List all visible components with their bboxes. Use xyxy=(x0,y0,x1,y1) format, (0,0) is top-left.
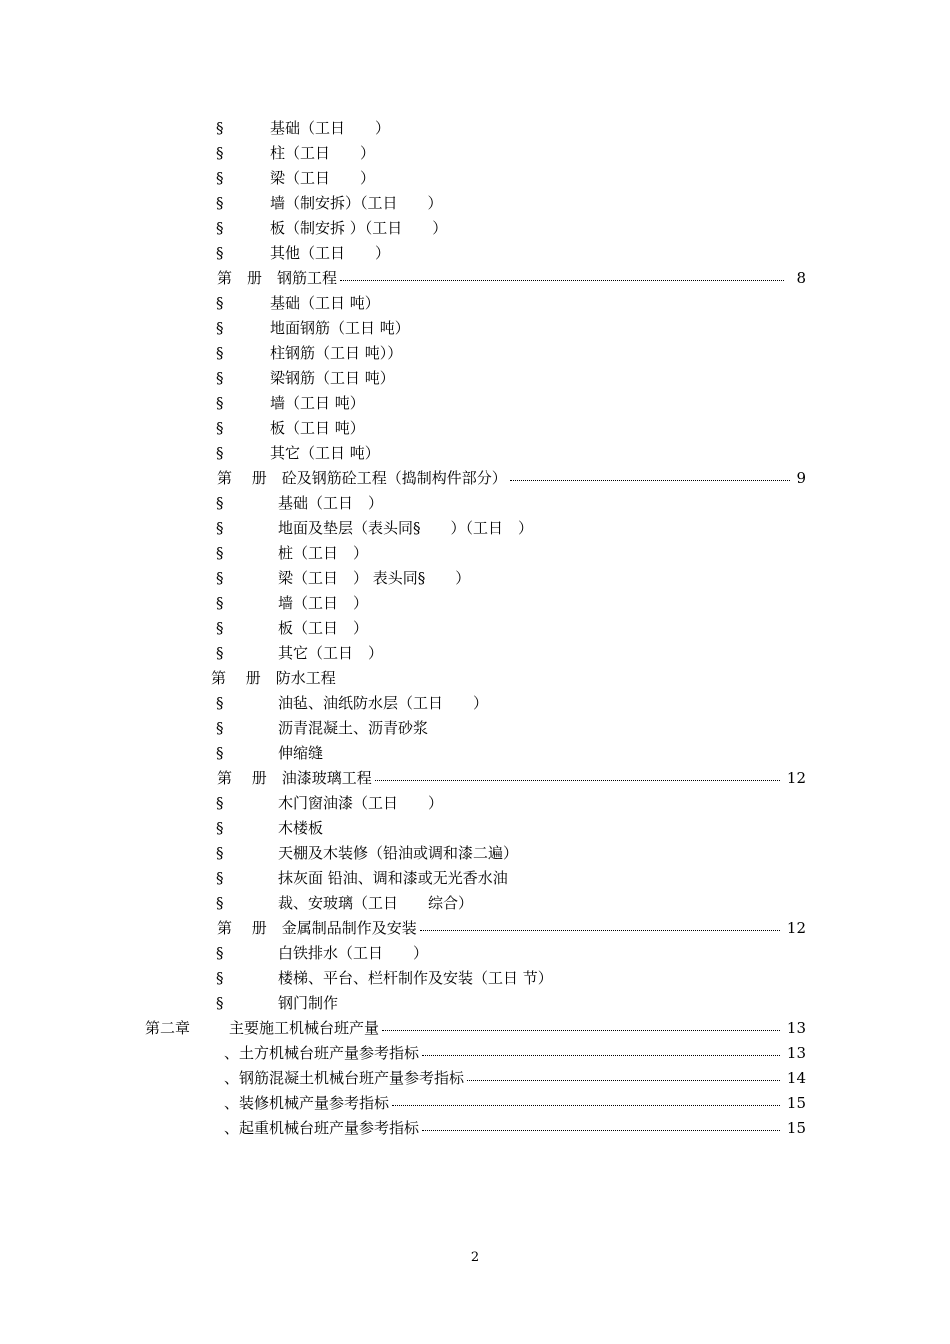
section-marker: § xyxy=(216,444,224,462)
section-marker: § xyxy=(216,894,224,912)
chapter-title: 主要施工机械台班产量 xyxy=(229,1019,380,1037)
toc-entry: 基础（工日 ） xyxy=(270,119,391,137)
toc-entry: 楼梯、平台、栏杆制作及安装（工日 节） xyxy=(278,969,553,987)
toc-page-number: 13 xyxy=(786,1044,806,1062)
toc-page-number: 13 xyxy=(786,1019,806,1037)
section-marker: § xyxy=(216,594,224,612)
chapter-label: 第二章 xyxy=(145,1019,191,1037)
section-marker: § xyxy=(216,644,224,662)
toc-entry: 其他（工日 ） xyxy=(270,244,391,262)
section-marker: § xyxy=(216,194,224,212)
toc-sub-entry xyxy=(224,1066,783,1090)
toc-sub-entry xyxy=(224,1041,783,1065)
toc-page-number: 14 xyxy=(786,1069,806,1087)
section-marker: § xyxy=(216,494,224,512)
toc-page-number: 12 xyxy=(786,919,806,937)
toc-entry: 柱钢筋（工日 吨）） xyxy=(270,344,403,362)
dot-leader xyxy=(382,1016,780,1031)
toc-sub-entry-title: 、起重机械台班产量参考指标 xyxy=(224,1119,420,1137)
dot-leader xyxy=(422,1116,780,1131)
toc-sub-entry-title: 、装修机械产量参考指标 xyxy=(224,1094,390,1112)
toc-heading-title: 第 册 砼及钢筋砼工程（捣制构件部分） xyxy=(217,469,507,487)
section-marker: § xyxy=(216,119,224,137)
toc-heading-title: 第 册 油漆玻璃工程 xyxy=(217,769,372,787)
toc-entry: 木楼板 xyxy=(278,819,324,837)
dot-leader xyxy=(422,1041,780,1056)
toc-entry: 梁钢筋（工日 吨） xyxy=(270,369,395,387)
section-marker: § xyxy=(216,744,224,762)
toc-entry: 裁、安玻璃（工日 综合） xyxy=(278,894,474,912)
section-marker: § xyxy=(216,694,224,712)
toc-entry: 板（工日 ） xyxy=(278,619,369,637)
dot-leader xyxy=(510,466,790,481)
section-marker: § xyxy=(216,794,224,812)
section-marker: § xyxy=(216,419,224,437)
toc-page-number: 12 xyxy=(786,769,806,787)
section-marker: § xyxy=(216,569,224,587)
toc-entry: 抹灰面 铅油、调和漆或无光香水油 xyxy=(278,869,508,887)
toc-heading-title: 第 册 金属制品制作及安装 xyxy=(217,919,417,937)
toc-sub-entry-title: 、钢筋混凝土机械台班产量参考指标 xyxy=(224,1069,465,1087)
toc-entry: 基础（工日 吨） xyxy=(270,294,380,312)
toc-sub-entry xyxy=(224,1116,783,1140)
toc-page-number: 9 xyxy=(796,469,806,487)
toc-page-number: 15 xyxy=(786,1094,806,1112)
toc-entry: 基础（工日 ） xyxy=(278,494,384,512)
dot-leader xyxy=(392,1091,780,1106)
toc-heading xyxy=(217,766,783,790)
toc-entry: 伸缩缝 xyxy=(278,744,324,762)
section-marker: § xyxy=(216,169,224,187)
chapter-heading xyxy=(229,1016,783,1040)
dot-leader xyxy=(340,266,784,281)
dot-leader xyxy=(375,766,780,781)
toc-entry: 木门窗油漆（工日 ） xyxy=(278,794,444,812)
section-marker: § xyxy=(216,244,224,262)
footer-page-number: 2 xyxy=(470,1250,480,1265)
section-marker: § xyxy=(216,969,224,987)
section-marker: § xyxy=(216,394,224,412)
toc-entry: 梁（工日 ） 表头同§ ） xyxy=(278,569,471,587)
toc-entry: 钢门制作 xyxy=(278,994,339,1012)
toc-heading xyxy=(217,466,793,490)
toc-heading: 第 册 防水工程 xyxy=(211,669,336,687)
section-marker: § xyxy=(216,144,224,162)
section-marker: § xyxy=(216,344,224,362)
section-marker: § xyxy=(216,544,224,562)
toc-sub-entry-title: 、土方机械台班产量参考指标 xyxy=(224,1044,420,1062)
toc-entry: 桩（工日 ） xyxy=(278,544,369,562)
toc-entry: 墙（制安拆）（工日 ） xyxy=(270,194,443,212)
toc-entry: 墙（工日 吨） xyxy=(270,394,365,412)
section-marker: § xyxy=(216,369,224,387)
toc-page-number: 8 xyxy=(796,269,806,287)
toc-entry: 板（工日 吨） xyxy=(270,419,365,437)
section-marker: § xyxy=(216,619,224,637)
section-marker: § xyxy=(216,819,224,837)
section-marker: § xyxy=(216,844,224,862)
toc-sub-entry xyxy=(224,1091,783,1115)
toc-entry: 其它（工日 ） xyxy=(278,644,384,662)
toc-entry: 墙（工日 ） xyxy=(278,594,369,612)
section-marker: § xyxy=(216,519,224,537)
toc-entry: 白铁排水（工日 ） xyxy=(278,944,429,962)
toc-entry: 其它（工日 吨） xyxy=(270,444,380,462)
toc-entry: 地面钢筋（工日 吨） xyxy=(270,319,410,337)
section-marker: § xyxy=(216,994,224,1012)
toc-heading-title: 第 册 钢筋工程 xyxy=(217,269,338,287)
section-marker: § xyxy=(216,869,224,887)
toc-entry: 柱（工日 ） xyxy=(270,144,376,162)
toc-entry: 天棚及木装修（铅油或调和漆二遍） xyxy=(278,844,519,862)
toc-entry: 地面及垫层（表头同§ ）（工日 ） xyxy=(278,519,534,537)
toc-entry: 梁（工日 ） xyxy=(270,169,376,187)
section-marker: § xyxy=(216,319,224,337)
toc-entry: 板（制安拆 ）（工日 ） xyxy=(270,219,448,237)
toc-heading xyxy=(217,266,787,290)
section-marker: § xyxy=(216,294,224,312)
toc-entry: 沥青混凝土、沥青砂浆 xyxy=(278,719,429,737)
section-marker: § xyxy=(216,944,224,962)
dot-leader xyxy=(467,1066,780,1081)
section-marker: § xyxy=(216,719,224,737)
toc-heading xyxy=(217,916,783,940)
toc-entry: 油毡、油纸防水层（工日 ） xyxy=(278,694,489,712)
section-marker: § xyxy=(216,219,224,237)
toc-page-number: 15 xyxy=(786,1119,806,1137)
dot-leader xyxy=(420,916,780,931)
